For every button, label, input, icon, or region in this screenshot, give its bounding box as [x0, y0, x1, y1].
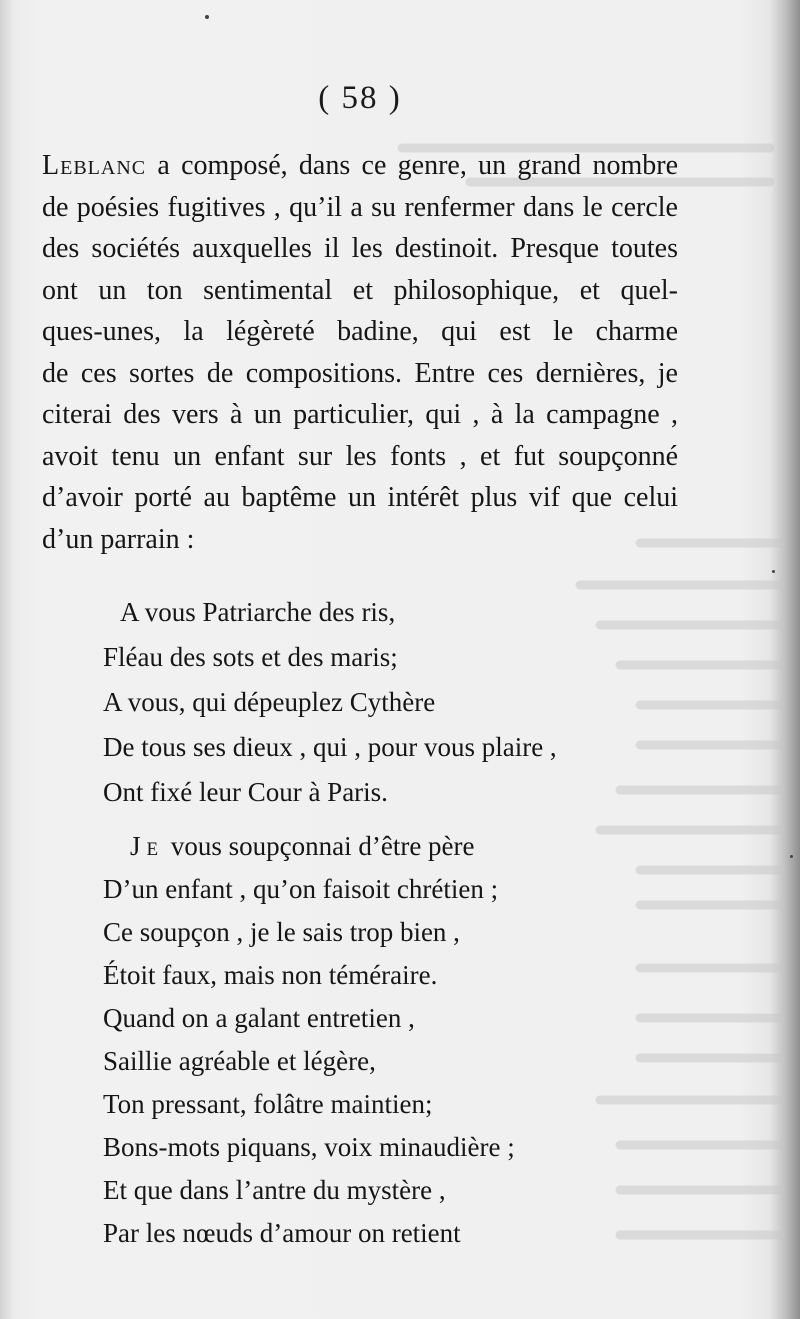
- verse-line: Par les nœuds d’amour on retient: [103, 1218, 461, 1248]
- prose-line: d’avoir porté au baptême un intérêt plus vif que celui: [42, 482, 678, 513]
- ink-speck: [205, 15, 209, 19]
- verse-stanza-1: [0, 590, 557, 815]
- prose-line: ques-unes, la légèreté badine, qui est le charme: [42, 316, 678, 347]
- prose-line: de poésies fugitives , qu’il a su renfermer dans le cercle: [42, 191, 678, 223]
- prose-line: d’un parrain :: [42, 523, 195, 555]
- page-number: ( 58 ): [318, 80, 402, 116]
- drop-initial: Je: [130, 831, 165, 861]
- verse-line: Étoit faux, mais non téméraire.: [103, 960, 438, 990]
- verse-line: A vous, qui dépeuplez Cythère: [103, 687, 436, 717]
- verse-line: A vous Patriarche des ris,: [120, 597, 396, 627]
- ink-speck: [790, 855, 793, 858]
- prose-line: citerai des vers à un particulier, qui , à la campagne ,: [42, 399, 678, 430]
- verse-stanza-2: [0, 825, 515, 1255]
- verse-line: Ce soupçon , je le sais trop bien ,: [103, 917, 460, 947]
- verse-line: De tous ses dieux , qui , pour vous plaire ,: [103, 732, 557, 762]
- prose-line: ont un ton sentimental et philosophique, et quel-: [42, 274, 678, 306]
- verse-line: Bons-mots piquans, voix minaudière ;: [103, 1132, 515, 1162]
- prose-line: Leblanc a composé, dans ce genre, un grand nombre: [42, 150, 678, 181]
- body-paragraph: [42, 145, 678, 560]
- verse-line: Quand on a galant entretien ,: [103, 1003, 415, 1033]
- verse-line: Fléau des sots et des maris;: [103, 642, 398, 672]
- verse-line: Et que dans l’antre du mystère ,: [103, 1175, 446, 1205]
- ink-speck: [772, 570, 775, 573]
- verse-line: Ton pressant, folâtre maintien;: [103, 1089, 433, 1119]
- verse-line: Ont fixé leur Cour à Paris.: [103, 777, 388, 807]
- prose-line: de ces sortes de compositions. Entre ces dernières, je: [42, 357, 678, 389]
- prose-line: avoit tenu un enfant sur les fonts , et fut soupçonné: [42, 440, 678, 472]
- author-name: Leblanc: [42, 150, 147, 181]
- verse-line: D’un enfant , qu’on faisoit chrétien ;: [103, 874, 499, 904]
- verse-line: Je vous soupçonnai d’être père: [130, 831, 475, 861]
- prose-line: des sociétés auxquelles il les destinoit. Presque toutes: [42, 233, 678, 264]
- verse-line: Saillie agréable et légère,: [103, 1046, 376, 1076]
